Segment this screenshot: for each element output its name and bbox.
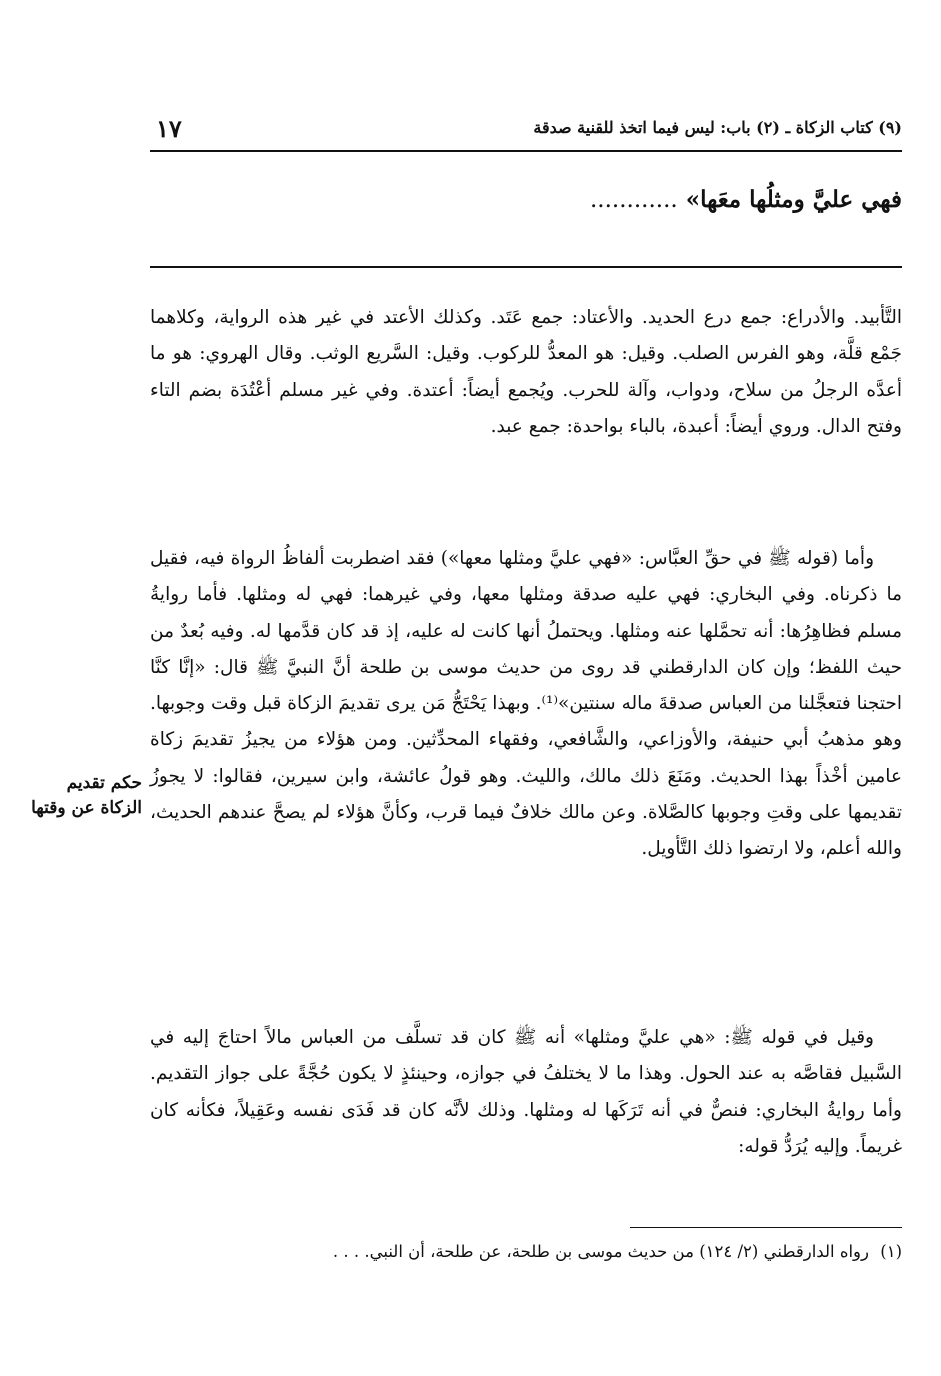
commentary-block-2 — [150, 541, 902, 868]
commentary-block-3 — [150, 1020, 902, 1165]
header-rule — [150, 150, 902, 152]
footnote-rule — [630, 1227, 902, 1228]
commentary-paragraph: وقيل في قوله ﷺ: «هي عليَّ ومثلها» أنه ﷺ كان قد تسلَّف من العباس مالاً احتاجَ إليه في السَّبيل فقاصَّه به عند الحول. وهذا ما لا يختلفُ في جوازه، وحينئذٍ لا يكون حُجَّةً على جواز التقديم. وأما روايةُ البخاري: فنصٌّ في أنه تَرَكَها له ومثلها. وذلك لأنَّه كان قد فَدَى نفسه وعَقِيلاً، فكأنه كان غريماً. وإليه يُرَدُّ قوله: — [150, 1027, 902, 1157]
margin-heading: حكم تقديم الزكاة عن وقتها — [31, 773, 142, 818]
running-header — [150, 112, 902, 150]
footnote — [150, 1242, 902, 1261]
page-number: ١٧ — [156, 114, 182, 143]
commentary-block-1 — [150, 300, 902, 445]
footnote-text: رواه الدارقطني (٢/ ١٢٤) من حديث موسى بن طلحة، عن طلحة، أن النبي. . . . — [332, 1242, 869, 1261]
footnote-marker: (١) — [880, 1242, 902, 1261]
section-divider — [150, 266, 902, 268]
hadith-text — [150, 186, 902, 213]
commentary-paragraph: وأما (قوله ﷺ في حقِّ العبَّاس: «فهي عليَّ ومثلها معها») فقد اضطربت ألفاظُ الرواة فيه، فقيل ما ذكرناه. وفي البخاري: فهي عليه صدقة ومثلها معها، وفي غيرهما: فهي له ومثلها. فأما روايةُ مسلم فظاهِرُها: أنه تحمَّلها عنه ومثلها. ويحتملُ أنها كانت له عليه، إذ قد كان قدَّمها له. وفيه بُعدٌ من حيث اللفظ؛ وإن كان الدارقطني قد روى من حديث موسى بن طلحة أنَّ النبيَّ ﷺ قال: «إنَّا كنَّا احتجنا فتعجَّلنا من العباس صدقةَ ماله سنتين»⁽¹⁾. وبهذا يَحْتَجُّ مَن يرى تقديمَ الزكاة قبل وقت وجوبها. وهو مذهبُ أبي حنيفة، والأوزاعي، والشَّافعي، وفقهاء المحدِّثين. ومن هؤلاء من يجيزُ تقديمَ زكاة عامين أخْذاً بهذا الحديث. ومَنَعَ ذلك مالك، والليث. وهو قولُ عائشة، وابن سيرين، فقالوا: لا يجوزُ تقديمها على وقتِ وجوبها كالصَّلاة. وعن مالك خلافٌ فيما قرب، وكأنَّ هؤلاء لم يصحَّ عندهم الحديث، والله أعلم، ولا ارتضوا ذلك التَّأويل. — [150, 548, 903, 860]
hadith-quote: فهي عليَّ ومثلُها معَها» — [685, 186, 902, 213]
commentary-paragraph: التَّأبيد. والأدراع: جمع درع الحديد. والأعتاد: جمع عَتَد. وكذلك الأعتد في غير هذه الرواية، وكلاهما جَمْع قلَّة، وهو الفرس الصلب. وقيل: هو المعدُّ للركوب. وقيل: السَّريع الوثب. وقال الهروي: هو ما أعدَّه الرجلُ من سلاح، ودواب، وآلة للحرب. ويُجمع أيضاً: أعتدة. وفي غير مسلم أعْتُدَة بضم التاء وفتح الدال. وروي أيضاً: أعبدة، بالباء بواحدة: جمع عبد. — [150, 307, 902, 437]
running-header-title: (٩) كتاب الزكاة ـ (٢) باب: ليس فيما اتخذ للقنية صدقة — [533, 118, 902, 137]
hadith-ellipsis: ............ — [589, 187, 678, 213]
